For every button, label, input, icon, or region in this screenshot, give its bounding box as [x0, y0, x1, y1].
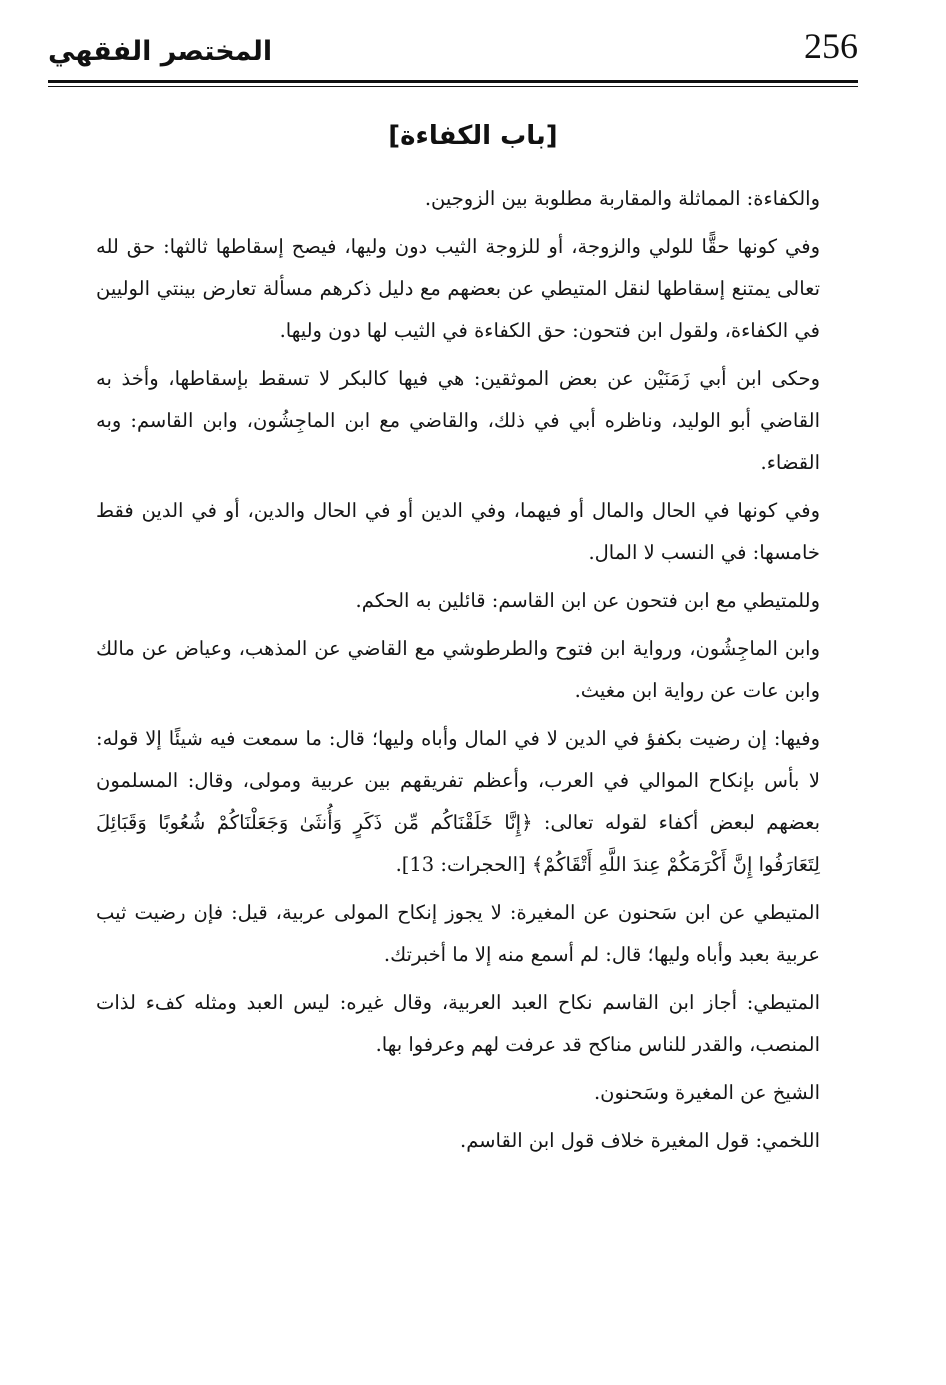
paragraph-right-holder: وفي كونها حقًّا للولي والزوجة، أو للزوجة الثيب دون وليها، فيصح إسقاطها ثالثها: حق لله تعالى يمتنع إسقاطها لنقل المتيطي عن بعضهم مع دليل ذكرهم مسألة تعارض بينتي الوليين في الكفاءة، ولقول ابن فتحون: حق الكفاءة في الثيب لها دون وليها. — [96, 235, 821, 342]
paragraph-mudawwana: وفيها: إن رضيت بكفؤ في الدين لا في المال وأباه وليها؛ قال: ما سمعت فيه شيئًا إلا قوله: لا بأس بإنكاح الموالي في العرب، وأعظم تفريقهم بين عربية ومولى، وقال: المسلمون بعضهم لبعض أكفاء لقوله تعالى: ﴿إِنَّا خَلَقْنَاكُم مِّن ذَكَرٍ وَأُنثَىٰ وَجَعَلْنَاكُمْ شُعُوبًا وَقَبَائِلَ لِتَعَارَفُوا إِنَّ أَكْرَمَكُمْ عِندَ اللَّهِ أَتْقَاكُمْ﴾ [الحجرات: 13]. — [96, 727, 820, 876]
header-rule-thick — [48, 80, 858, 83]
paragraph-ibn-abi-zamanin: وحكى ابن أبي زَمَنَيْن عن بعض الموثقين: هي فيها كالبكر لا تسقط بإسقاطها، وأخذ به القاضي أبو الوليد، وناظره أبي في ذلك، والقاضي مع ابن الماجِشُون، وابن القاسم: وبه القضاء. — [96, 367, 820, 474]
chapter-title: [باب الكفاءة] — [388, 121, 558, 151]
paragraph-definition: والكفاءة: المماثلة والمقاربة مطلوبة بين الزوجين. — [424, 187, 820, 210]
paragraph-lakhmi: اللخمي: قول المغيرة خلاف قول ابن القاسم. — [460, 1129, 820, 1152]
page-header — [48, 24, 858, 78]
paragraph-kinds: وفي كونها في الحال والمال أو فيهما، وفي الدين أو في الحال والدين، أو في الدين فقط خامسها: في النسب لا المال. — [96, 499, 820, 564]
paragraph-shaykh: الشيخ عن المغيرة وسَحنون. — [593, 1081, 820, 1104]
body-text — [96, 178, 820, 1168]
header-rule-thin — [48, 86, 858, 87]
book-title: المختصر الفقهي — [48, 36, 273, 67]
paragraph-mutayti: وللمتيطي مع ابن فتحون عن ابن القاسم: قائلين به الحكم. — [355, 589, 820, 612]
paragraph-ibn-majishun: وابن الماجِشُون، ورواية ابن فتوح والطرطوشي مع القاضي عن المذهب، وعياض عن مالك وابن عات عن رواية ابن مغيث. — [96, 637, 820, 702]
paragraph-mughira: المتيطي عن ابن سَحنون عن المغيرة: لا يجوز إنكاح المولى عربية، قيل: فإن رضيت ثيب عربية بعبد وأباه وليها؛ قال: لم أسمع منه إلا ما أخبرتك. — [96, 901, 820, 966]
page-number: 256 — [804, 26, 858, 66]
paragraph-slave-marriage: المتيطي: أجاز ابن القاسم نكاح العبد العربية، وقال غيره: ليس العبد ومثله كفء لذات المنصب، والقدر للناس مناكح قد عرفت لهم وعرفوا بها. — [96, 991, 820, 1056]
